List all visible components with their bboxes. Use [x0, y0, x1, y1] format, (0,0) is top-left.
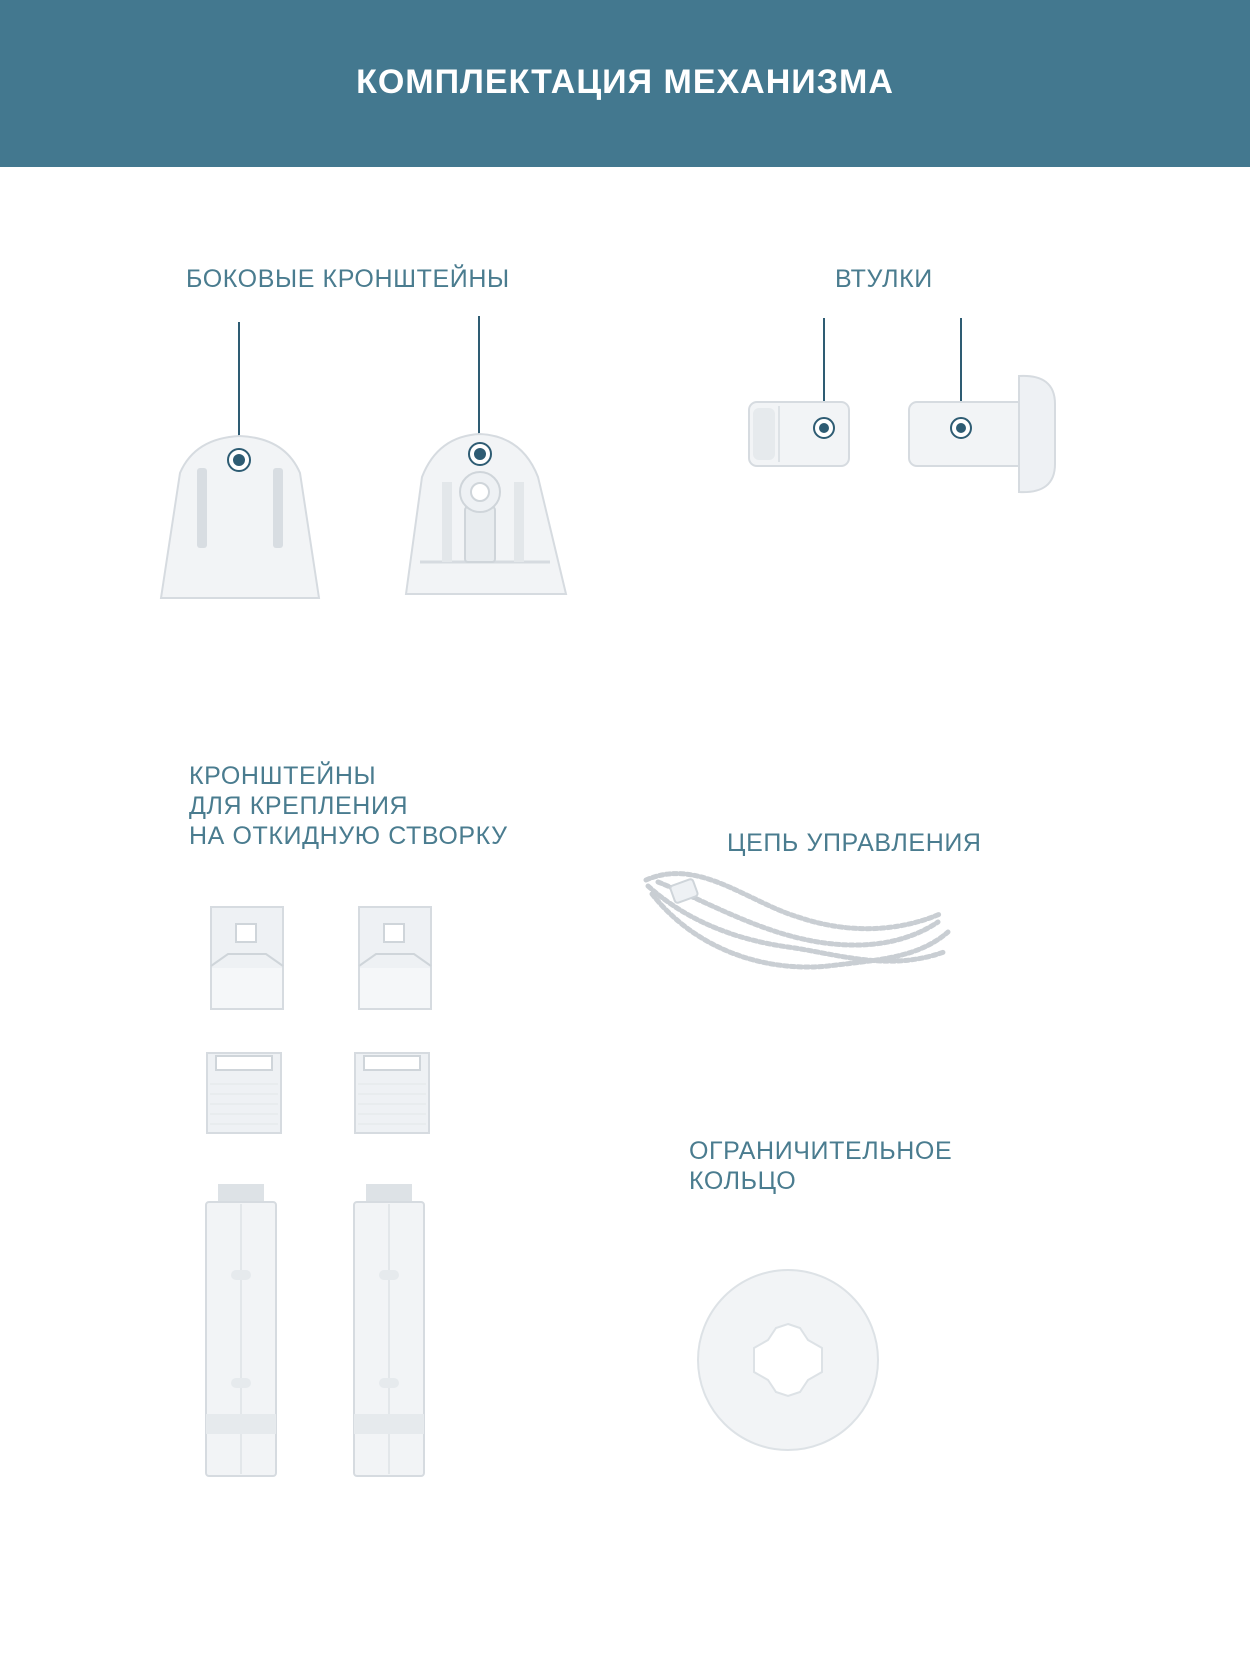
control-chain-image — [638, 862, 958, 992]
limit-ring-label — [689, 1136, 952, 1196]
side-bracket-back-image — [400, 312, 570, 600]
bushing-short-image — [745, 314, 855, 474]
sash-brackets-label-line-2: ДЛЯ КРЕПЛЕНИЯ — [189, 792, 409, 820]
header-banner — [0, 0, 1250, 167]
sash-bracket-top-right-image — [358, 906, 432, 1010]
limit-ring-image — [696, 1268, 880, 1452]
sash-brackets-label-line-1: КРОНШТЕЙНЫ — [189, 762, 377, 790]
chain-label: ЦЕПЬ УПРАВЛЕНИЯ — [727, 829, 982, 857]
bushings-label: ВТУЛКИ — [835, 265, 933, 293]
side-brackets-label: БОКОВЫЕ КРОНШТЕЙНЫ — [186, 265, 510, 293]
sash-brackets-label-line-3: НА ОТКИДНУЮ СТВОРКУ — [189, 822, 508, 850]
sash-brackets-label — [189, 761, 508, 851]
sash-holder-bottom-left-image — [204, 1182, 278, 1478]
sash-clip-middle-left-image — [206, 1052, 282, 1134]
bushing-capped-image — [905, 314, 1065, 504]
sash-holder-bottom-right-image — [352, 1182, 426, 1478]
sash-clip-middle-right-image — [354, 1052, 430, 1134]
limit-ring-label-line-1: ОГРАНИЧИТЕЛЬНОЕ — [689, 1137, 953, 1165]
side-bracket-front-image — [155, 318, 325, 600]
page-title: КОМПЛЕКТАЦИЯ МЕХАНИЗМА — [356, 62, 894, 101]
sash-bracket-top-left-image — [210, 906, 284, 1010]
limit-ring-label-line-2: КОЛЬЦО — [689, 1167, 797, 1195]
